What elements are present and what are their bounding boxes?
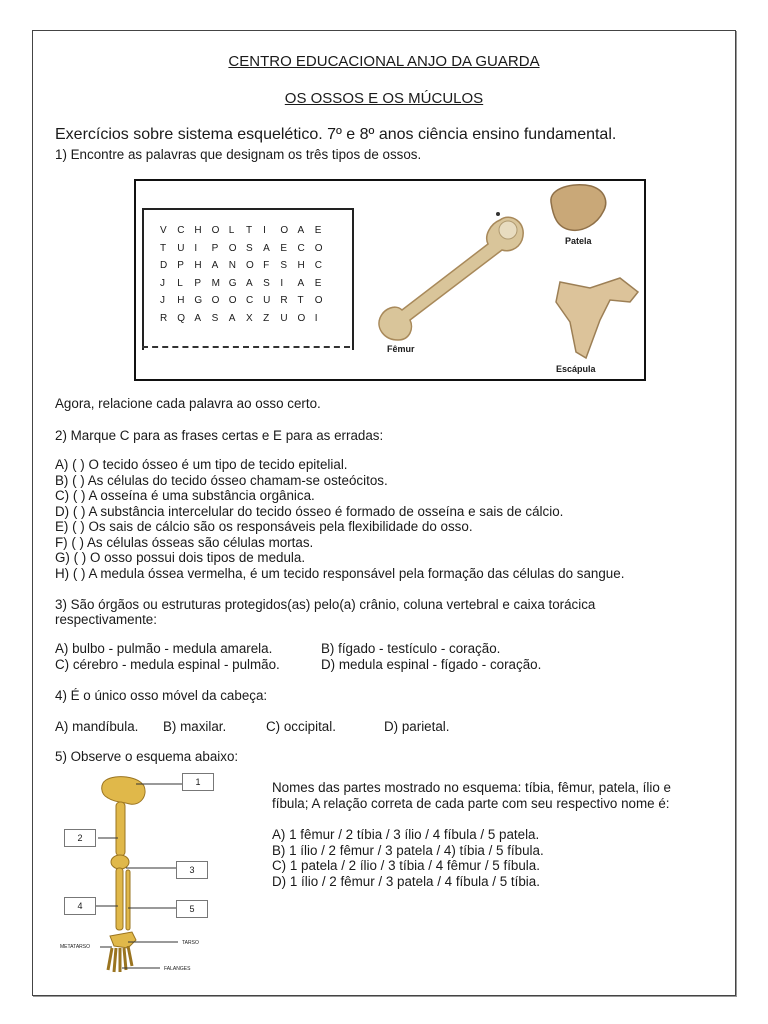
word-search-letter: L <box>228 225 235 236</box>
word-search-letter: M <box>211 277 220 289</box>
school-name: CENTRO EDUCACIONAL ANJO DA GUARDA <box>228 53 540 70</box>
word-search-letter: G <box>228 277 237 289</box>
q5-option: B) 1 ílio / 2 fêmur / 3 patela / 4) tíbia / 5 fíbula. <box>272 842 544 858</box>
escapula-label: Escápula <box>556 364 596 374</box>
word-search-letter: E <box>314 277 322 289</box>
word-search-row <box>160 295 332 306</box>
word-search-letter: U <box>263 295 271 306</box>
q3-option-a: A) bulbo - pulmão - medula amarela. <box>55 641 273 656</box>
word-search-letter: F <box>263 260 270 271</box>
q1-followup: Agora, relacione cada palavra ao osso certo. <box>55 396 321 411</box>
falanges-label: FALANGES <box>164 966 191 972</box>
word-search-letter: A <box>245 277 253 289</box>
word-search-letter: O <box>245 260 254 271</box>
leg-skeleton-diagram <box>60 772 240 982</box>
q3-option-b: B) fígado - testículo - coração. <box>321 641 501 656</box>
q2-item: A) ( ) O tecido ósseo é um tipo de tecido epitelial. <box>55 457 348 472</box>
word-search-letter: J <box>160 277 165 289</box>
word-search-letter: R <box>280 295 288 306</box>
q3-option-c: C) cérebro - medula espinal - pulmão. <box>55 657 280 672</box>
word-search-letter: N <box>228 260 236 271</box>
word-search-letter: O <box>211 295 220 306</box>
word-search-row <box>160 225 332 236</box>
q2-item: H) ( ) A medula óssea vermelha, é um tecido responsável pela formação das células do sangue. <box>55 565 625 581</box>
q5-text-line1: Nomes das partes mostrado no esquema: tíbia, fêmur, patela, ílio e <box>272 780 671 795</box>
word-search-letter: P <box>211 242 219 254</box>
metatarso-label: METATARSO <box>60 944 90 950</box>
q5-option: D) 1 ílio / 2 fêmur / 3 patela / 4 fíbula / 5 tíbia. <box>272 873 540 889</box>
q3-option-d: D) medula espinal - fígado - coração. <box>321 657 542 672</box>
word-search-letter: O <box>211 225 220 236</box>
q3-prompt-line2: respectivamente: <box>55 612 157 627</box>
q5-text-line2: fíbula; A relação correta de cada parte com seu respectivo nome é: <box>272 796 670 811</box>
diagram-box-1: 1 <box>182 773 214 791</box>
word-search-letter: S <box>245 242 253 254</box>
femur-image <box>370 200 530 350</box>
word-search-letter: H <box>297 260 305 271</box>
word-search-letter: I <box>314 312 318 324</box>
word-search-letter: O <box>297 312 306 324</box>
diagram-box-4: 4 <box>64 897 96 915</box>
q5-prompt: 5) Observe o esquema abaixo: <box>55 749 239 764</box>
word-search-letter: R <box>160 312 168 324</box>
diagram-box-5: 5 <box>176 900 208 918</box>
q4-option-b: B) maxilar. <box>163 719 227 734</box>
diagram-box-2: 2 <box>64 829 96 847</box>
word-search-letter: U <box>280 312 288 324</box>
q4-prompt: 4) É o único osso móvel da cabeça: <box>55 688 268 703</box>
word-search-letter: I <box>263 225 266 236</box>
word-search-letter: C <box>177 225 185 236</box>
word-search-letter: S <box>211 312 219 324</box>
q2-item: D) ( ) A substância intercelular do tecido ósseo é formado de osseína e sais de cálcio. <box>55 503 564 519</box>
q2-item: G) ( ) O osso possui dois tipos de medula. <box>55 550 306 565</box>
word-search-row <box>160 278 332 289</box>
word-search-letter: O <box>228 242 237 254</box>
word-search-letter: T <box>245 225 253 236</box>
word-search-letter: T <box>160 242 167 254</box>
word-search-row <box>160 313 332 324</box>
word-search-letter: A <box>211 260 219 271</box>
q2-item: E) ( ) Os sais de cálcio são os responsáveis pela flexibilidade do osso. <box>55 519 473 534</box>
word-search-letter: H <box>194 260 202 271</box>
word-search-letter: E <box>314 225 322 236</box>
word-search-letter: Q <box>177 312 185 324</box>
tarso-label: TARSO <box>182 940 199 946</box>
word-search-letter: O <box>280 225 289 236</box>
word-search-letter: S <box>263 277 270 289</box>
diagram-box-3: 3 <box>176 861 208 879</box>
word-search-letter: C <box>297 242 305 254</box>
escapula-image <box>550 272 645 362</box>
word-search-letter: O <box>314 295 323 306</box>
q4-option-d: D) parietal. <box>384 719 450 734</box>
word-search-letter: T <box>297 295 304 306</box>
q5-option: A) 1 fêmur / 2 tíbia / 3 ílio / 4 fíbula / 5 patela. <box>272 827 540 842</box>
word-search-row <box>160 260 332 271</box>
q4-option-a: A) mandíbula. <box>55 719 139 734</box>
intro-text: Exercícios sobre sistema esquelético. 7º e 8º anos ciência ensino fundamental. <box>55 126 617 143</box>
word-search-letter: A <box>297 277 305 289</box>
word-search-letter: P <box>194 277 202 289</box>
q2-item: C) ( ) A osseína é uma substância orgânica. <box>55 488 315 503</box>
word-search-letter: A <box>194 312 202 324</box>
word-search-letter: V <box>160 225 167 236</box>
word-search-letter: P <box>177 260 184 271</box>
word-search-letter: H <box>194 225 202 236</box>
q2-item: B) ( ) As células do tecido ósseo chamam-se osteócitos. <box>55 472 388 488</box>
word-search-letter: L <box>177 277 183 289</box>
patela-label: Patela <box>565 236 592 246</box>
q2-item: F) ( ) As células ósseas são células mortas. <box>55 534 314 550</box>
word-search-letter: C <box>314 260 322 271</box>
q3-prompt-line1: 3) São órgãos ou estruturas protegidos(as) pelo(a) crânio, coluna vertebral e caixa torácica <box>55 597 596 612</box>
word-search-letter: I <box>194 242 198 254</box>
word-search-letter: A <box>228 312 236 324</box>
q2-prompt: 2) Marque C para as frases certas e E para as erradas: <box>55 428 384 443</box>
patela-image <box>543 182 613 234</box>
word-search-letter: D <box>160 260 168 271</box>
word-search-letter: I <box>280 277 284 289</box>
word-search-letter: A <box>263 242 270 254</box>
word-search-letter: G <box>194 295 203 306</box>
page-title: OS OSSOS E OS MÚCULOS <box>284 90 484 107</box>
word-search-letter: A <box>297 225 305 236</box>
word-search-letter: S <box>280 260 287 271</box>
word-search-letter: O <box>314 242 323 254</box>
word-search-letter: C <box>245 295 254 306</box>
q1-prompt: 1) Encontre as palavras que designam os três tipos de ossos. <box>55 147 422 162</box>
femur-label: Fêmur <box>387 344 415 354</box>
word-search-letter: E <box>280 242 287 254</box>
word-search-letter: O <box>228 295 237 306</box>
word-search-letter: J <box>160 295 165 306</box>
word-search-row <box>160 243 332 254</box>
word-search-letter: X <box>245 312 253 324</box>
word-search-letter: U <box>177 242 185 254</box>
q4-option-c: C) occipital. <box>266 719 336 734</box>
q5-option: C) 1 patela / 2 ílio / 3 tíbia / 4 fêmur / 5 fíbula. <box>272 858 540 873</box>
word-search-letter: H <box>177 295 185 306</box>
word-search-letter: Z <box>263 312 270 324</box>
